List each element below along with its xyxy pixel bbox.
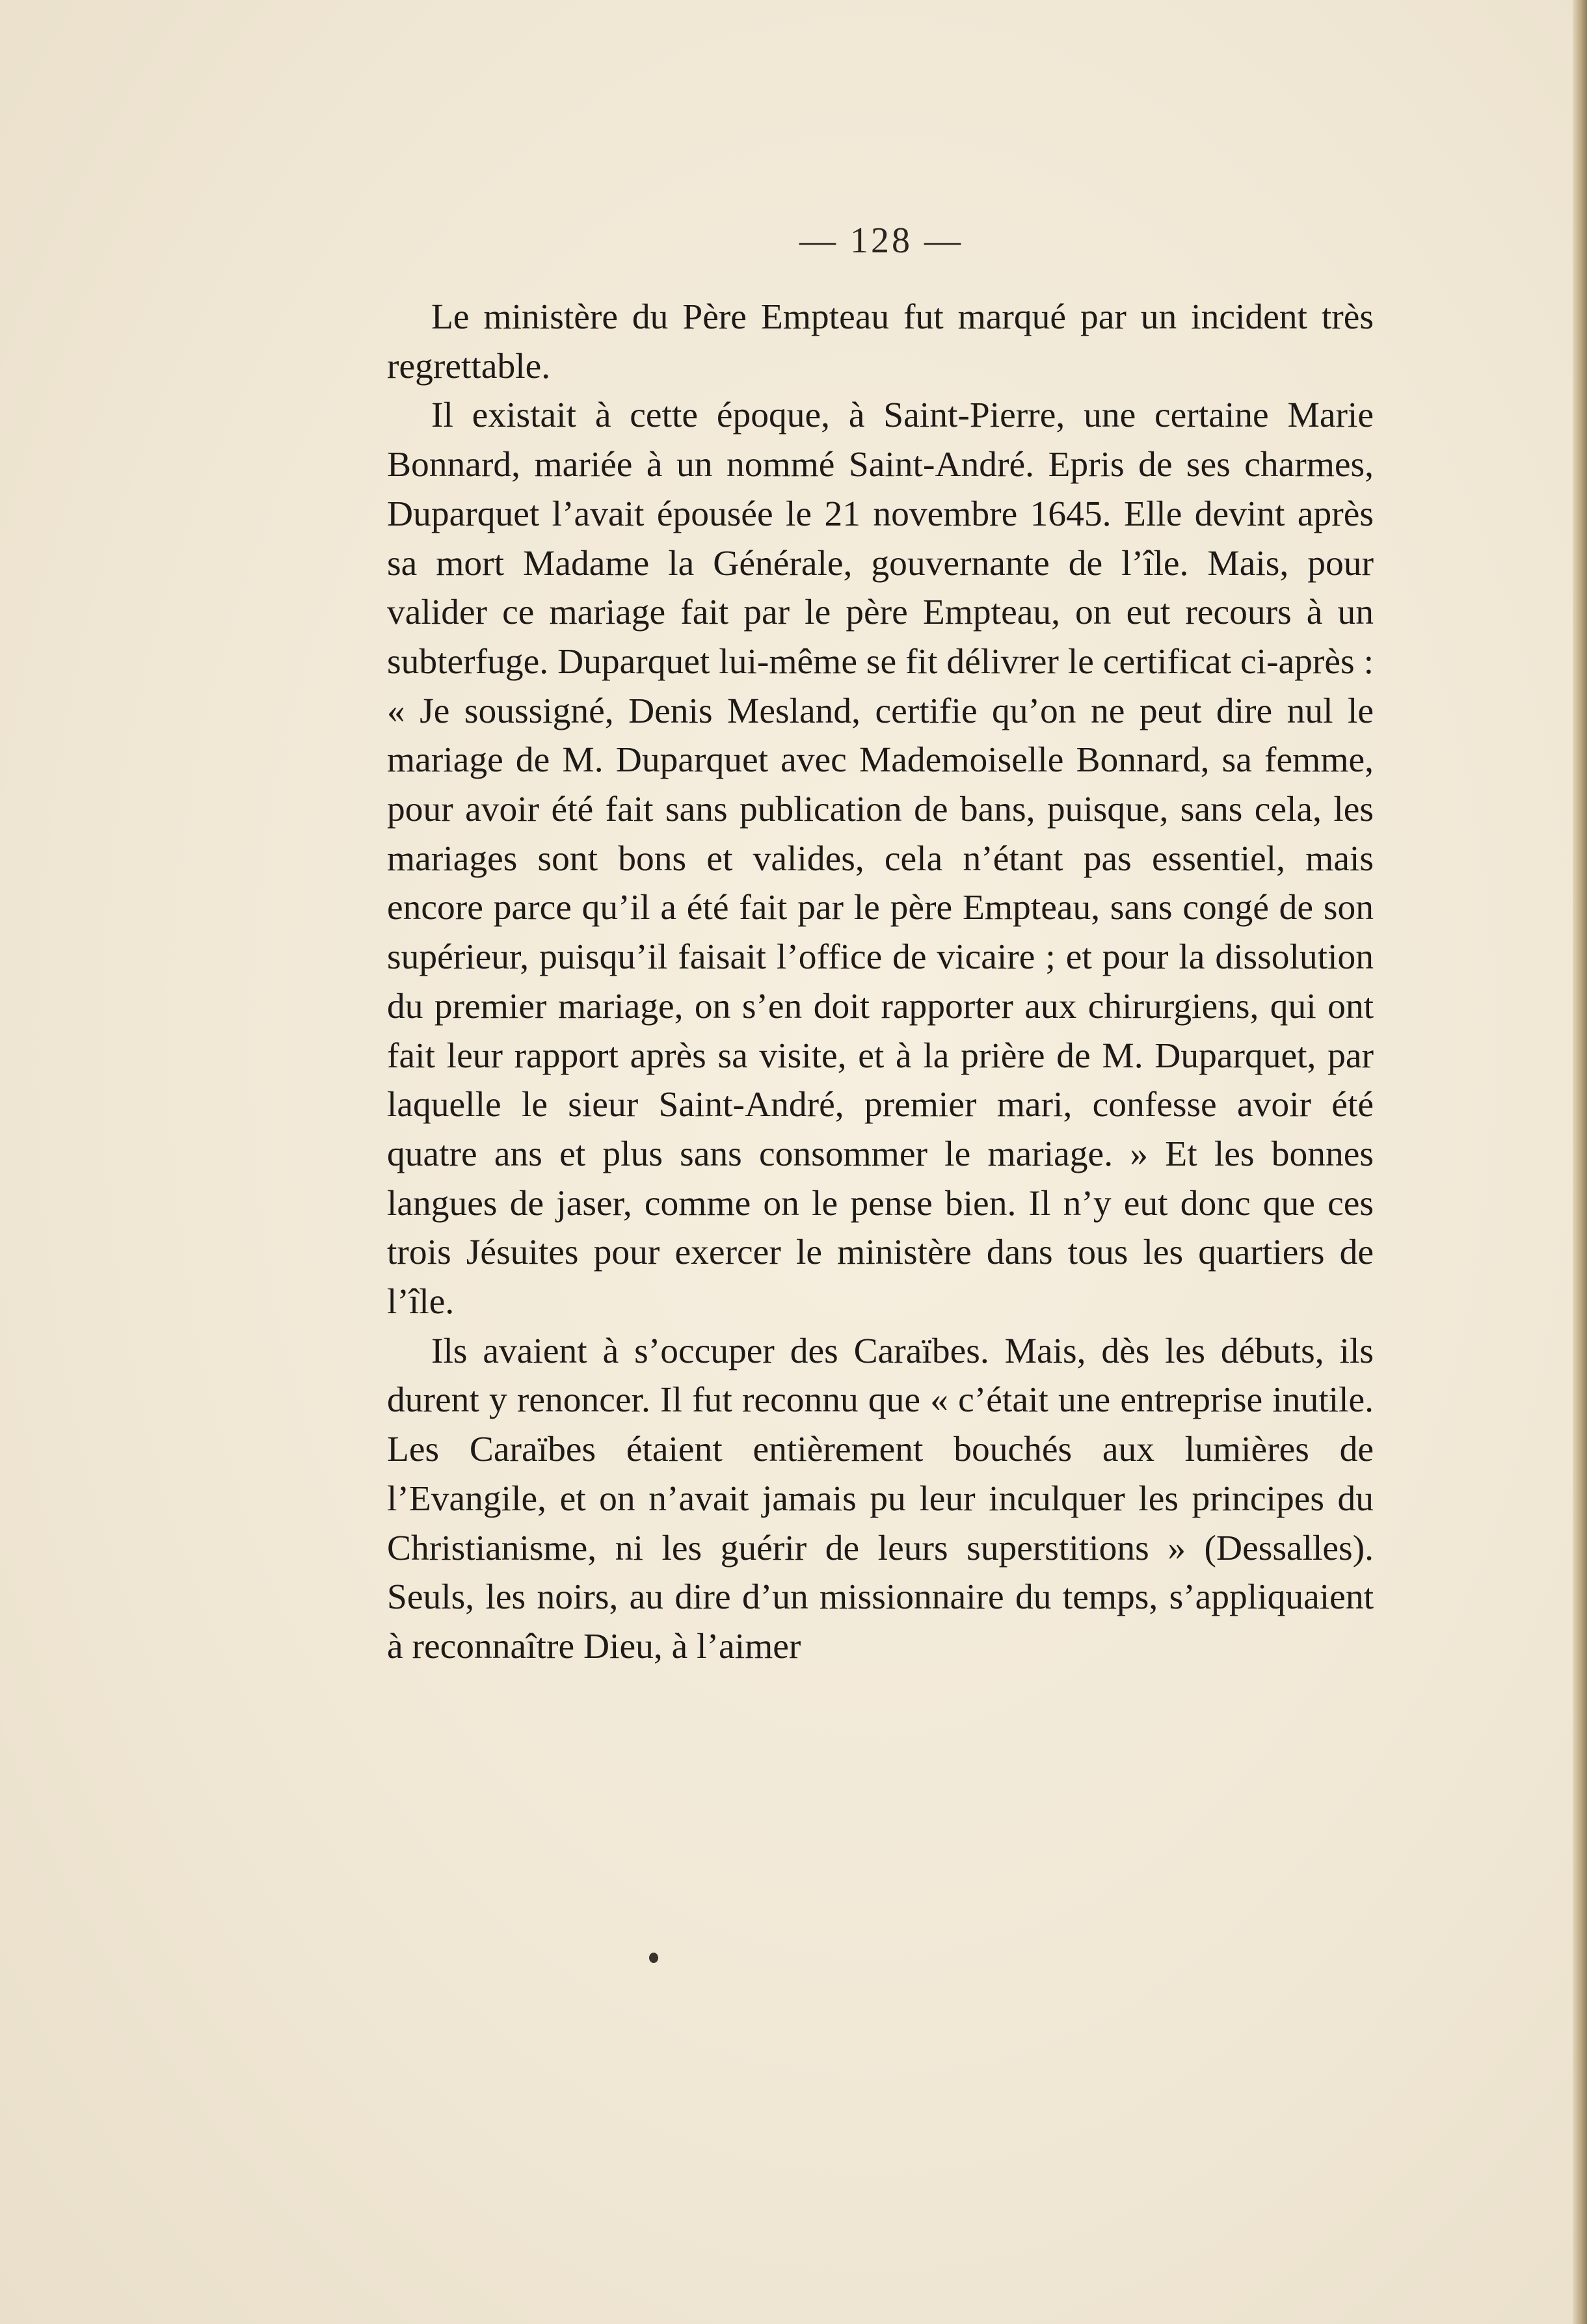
page-number: — 128 — [799, 220, 963, 261]
body-text [387, 293, 1374, 1672]
paragraph-1: Le ministère du Père Empteau fut marqué par un incident très regrettable. [387, 297, 1374, 386]
paragraph-3: Ils avaient à s’occuper des Caraïbes. Mais, dès les débuts, ils durent y renoncer. Il fut reconnu que « c’était une entreprise inutile. Les Caraïbes étaient entièrement bouchés aux lumières de l’Evangile, et on n’avait jamais pu leur inculquer les principes du Christianisme, ni les guérir de leurs superstitions » (Dessalles). Seuls, les noirs, au dire d’un missionnaire du temps, s’appliquaient à reconnaître Dieu, à l’aimer [387, 1331, 1374, 1666]
paragraph-2: Il existait à cette époque, à Saint-Pierre, une certaine Marie Bonnard, mariée à un nommé Saint-André. Epris de ses charmes, Duparquet l’avait épousée le 21 novembre 1645. Elle devint après sa mort Madame la Générale, gouvernante de l’île. Mais, pour valider ce mariage fait par le père Empteau, on eut recours à un subterfuge. Duparquet lui-même se fit délivrer le certificat ci-après : « Je soussigné, Denis Mesland, certifie qu’on ne peut dire nul le mariage de M. Duparquet avec Mademoiselle Bonnard, sa femme, pour avoir été fait sans publication de bans, puisque, sans cela, les mariages sont bons et valides, cela n’étant pas essentiel, mais encore parce qu’il a été fait par le père Empteau, sans congé de son supérieur, puisqu’il faisait l’office de vicaire ; et pour la dissolution du premier mariage, on s’en doit rapporter aux chirurgiens, qui ont fait leur rapport après sa visite, et à la prière de M. Duparquet, par laquelle le sieur Saint-André, premier mari, confesse avoir été quatre ans et plus sans consommer le mariage. » Et les bonnes langues de jaser, comme on le pense bien. Il n’y eut donc que ces trois Jésuites pour exercer le ministère dans tous les quartiers de l’île. [387, 395, 1374, 1322]
page-edge-shadow [1573, 0, 1587, 2324]
ink-speck [649, 1953, 658, 1963]
